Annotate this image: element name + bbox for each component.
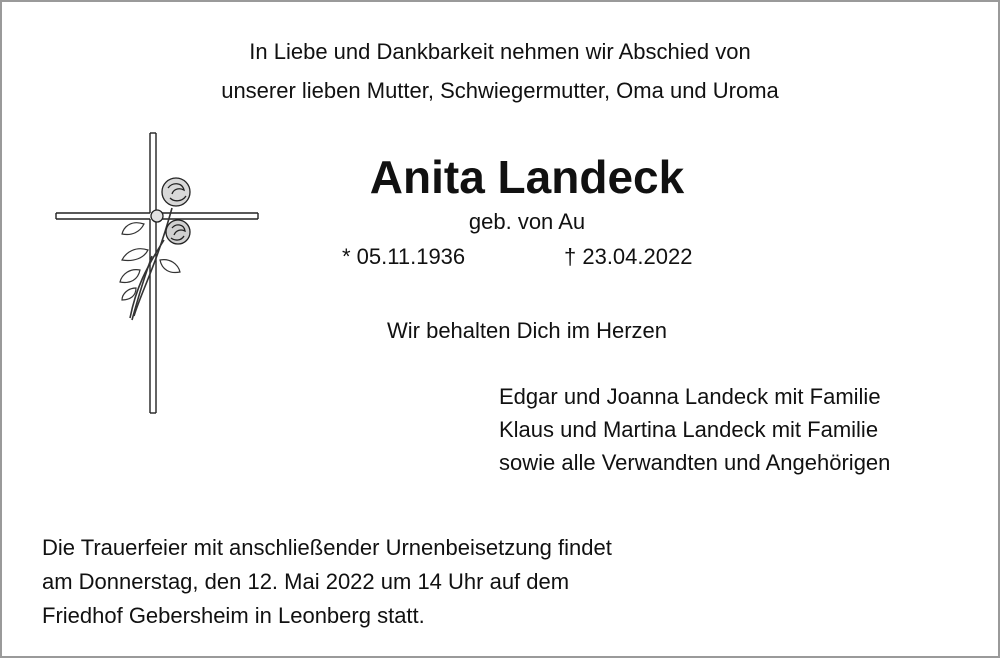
motto: Wir behalten Dich im Herzen: [387, 318, 667, 343]
birth-date: * 05.11.1936: [342, 244, 466, 269]
service-line-2: am Donnerstag, den 12. Mai 2022 um 14 Uhr auf dem: [42, 569, 570, 594]
mourners-list: [499, 380, 890, 479]
service-info: [42, 531, 612, 633]
mourner-line: sowie alle Verwandten und Angehörigen: [499, 450, 891, 475]
deceased-name: Anita Landeck: [369, 151, 685, 203]
service-line-1: Die Trauerfeier mit anschließender Urnenbeisetzung findet: [42, 535, 612, 560]
mourner-line: Klaus und Martina Landeck mit Familie: [499, 417, 879, 442]
intro-text: [2, 32, 998, 110]
intro-line-2: unserer lieben Mutter, Schwiegermutter, Oma und Uroma: [221, 78, 779, 103]
intro-line-1: In Liebe und Dankbarkeit nehmen wir Abschied von: [249, 39, 751, 64]
death-date: † 23.04.2022: [564, 244, 693, 269]
birth-name: geb. von Au: [468, 209, 586, 234]
life-dates: [342, 242, 693, 272]
service-line-3: Friedhof Gebersheim in Leonberg statt.: [42, 603, 425, 628]
mourner-line: Edgar und Joanna Landeck mit Familie: [499, 384, 881, 409]
